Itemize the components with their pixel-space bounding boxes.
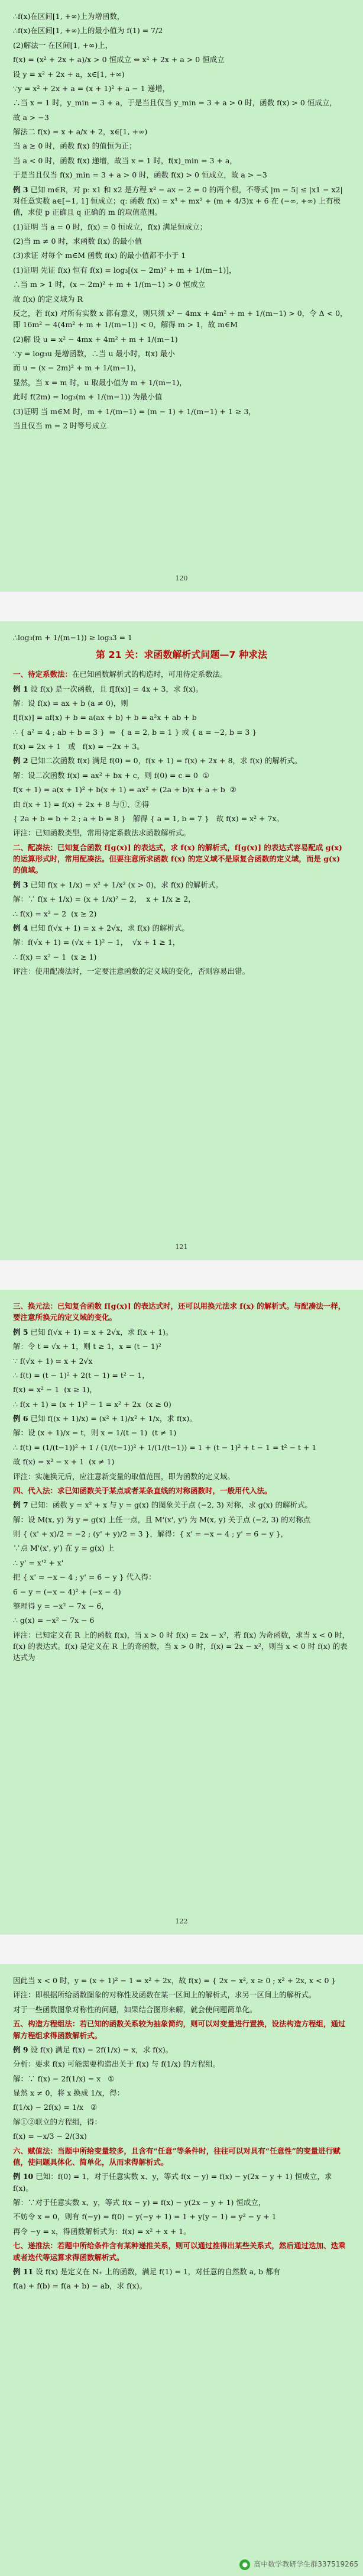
page-number: 122: [175, 1917, 188, 1925]
example-label: 例 3: [13, 880, 28, 889]
text-line: ∵y = x² + 2x + a = (x + 1)² + a − 1 递增，: [13, 83, 170, 93]
example-paragraph: [13, 922, 350, 934]
section-paragraph: [13, 842, 350, 876]
text-line: 于是当且仅当 f(x)_min = 3 + a > 0 时，函数 f(x) > 0 恒成立，故 a > −3: [13, 170, 267, 180]
example-label: 例 7: [13, 1500, 28, 1510]
example-paragraph: [13, 1326, 350, 1338]
text-line: ∴ f(t) = (t − 1)² + 2(t − 1) = t² − 1，: [13, 1370, 150, 1380]
text-line: (3)求证 对每个 m∈M 函数 f(x) 的最小值都不小于 1: [13, 251, 186, 260]
text-line: ∴ y' = x'² + x': [13, 1558, 64, 1567]
example-paragraph: [13, 2044, 350, 2055]
section-paragraph: [13, 1300, 350, 1323]
text-line: 故 f(x) 的定义域为 R: [13, 294, 83, 304]
example-label: 例 11: [13, 2267, 34, 2276]
text-line: 由 f(x + 1) = f(x) + 2x + 8 与①、②得: [13, 799, 150, 809]
text-line: f(x) = −x/3 − 2/(3x): [13, 2132, 87, 2141]
example-text: 已知 f(√x + 1) = x + 2√x，求 f(x) 的解析式。: [30, 923, 190, 932]
text-line: 解：设 (x + 1)/x = t，则 x = 1/(t − 1) (t ≠ 1): [13, 1428, 177, 1438]
text-line: (2)解 设 u = x² − 4mx + 4m² + m + 1/(m−1): [13, 334, 178, 344]
example-text: 已知 m∈R，对 p: x1 和 x2 是方程 x² − ax − 2 = 0 的两个根，不等式 |m − 5| ≤ |x1 − x2| 对任意实数 a∈[−1, 1] 恒成立；q: 函数 f(x) = x³ + mx² + (m + 4/3)x + 6 在 (−∞, +∞) 上有极值，求使 p 正确且 q 正确的 m 的取值范围。: [13, 185, 345, 217]
example-paragraph: [13, 1499, 350, 1510]
text-line: 而 u = (x − 2m)² + m + 1/(m−1)，: [13, 363, 141, 373]
section-paragraph: [13, 2145, 350, 2168]
watermark: [239, 2559, 358, 2570]
text-line: 当且仅当 m = 2 时等号成立: [13, 421, 107, 430]
chat-bubble-icon: ●: [239, 2559, 250, 2570]
section-label: 二、配凑法：: [13, 842, 58, 852]
example-label: 例 6: [13, 1414, 28, 1423]
text-line: 显然 x ≠ 0，将 x 换成 1/x，得：: [13, 2088, 125, 2097]
text-line: f(1/x) − 2f(x) = 1/x ②: [13, 2103, 98, 2112]
text-line: 评注：使用配凑法时，一定要注意函数的定义域的变化，否则容易出错。: [13, 967, 250, 976]
text-line: f(x) = 2x + 1 或 f(x) = −2x + 3。: [13, 742, 144, 751]
text-line: 当 a ≥ 0 时，函数 f(x) 的值恒为正；: [13, 141, 137, 151]
section-text: 已知复合函数 f[g(x)] 的表达式，求 f(x) 的解析式，f[g(x)] 的表达式容易配成 g(x) 的运算形式时，常用配凑法。但要注意所求函数 f(x) 的定义域不是原复合函数的定义域，而是 g(x) 的值域。: [13, 842, 345, 875]
text-line: 显然，当 x = m 时，u 取最小值为 m + 1/(m−1)，: [13, 377, 187, 387]
text-line: ∴当 m > 1 时，(x − 2m)² + m + 1/(m−1) > 0 恒成立: [13, 280, 205, 289]
text-line: 不妨令 x = 0，则有 f(−y) = f(0) − y(−y + 1) = 1 + y(y − 1) = y² − y + 1: [13, 2212, 277, 2222]
example-paragraph: [13, 1413, 350, 1424]
example-label: 例 9: [13, 2045, 28, 2054]
section-paragraph: [13, 669, 350, 680]
example-label: 例 1: [13, 684, 28, 693]
document-page-1: [0, 0, 363, 592]
text-line: (1)证明 当 a = 0 时，f(x) = 0 恒成立，f(x) 满足恒成立；: [13, 222, 208, 231]
text-line: 解：∵ f(x + 1/x) = (x + 1/x)² − 2， x + 1/x ≥ 2，: [13, 895, 196, 904]
text-line: (2)当 m ≠ 0 时，求函数 f(x) 的最小值: [13, 237, 142, 246]
section-text: 当题中所给变量较多，且含有“任意”等条件时，往往可以对具有“任意性”的变量进行赋值，使问题具体化、简单化，从而求得解析式。: [13, 2146, 341, 2167]
document-page-3: [0, 1290, 363, 1935]
example-text: 设 f(x) 满足 f(x) − 2f(1/x) = x，求 f(x)。: [30, 2045, 173, 2054]
text-line: { 2a + b = b + 2 ; a + b = 8 } 解得 { a = 1, b = 7 } 故 f(x) = x² + 7x。: [13, 814, 284, 823]
text-line: ∵点 M'(x', y') 在 y = g(x) 上: [13, 1544, 115, 1553]
example-paragraph: [13, 879, 350, 890]
text-line: ∴f(x)在区间[1, +∞)上为增函数，: [13, 12, 125, 21]
text-line: 评注：即根据所给函数图象的对称性及函数在某一区间上的解析式，求另一区间上的解析式。: [13, 1990, 316, 2000]
text-line: (3)证明 当 m∈M 时，m + 1/(m−1) = (m − 1) + 1/(m−1) + 1 ≥ 3，: [13, 406, 256, 416]
example-text: 已知：f(0) = 1，对于任意实数 x、y，等式 f(x − y) = f(x) − y(2x − y + 1) 恒成立，求 f(x)。: [13, 2172, 335, 2193]
text-line: f(x) = (x² + 2x + a)/x > 0 恒成立 ⇔ x² + 2x + a > 0 恒成立: [13, 55, 225, 64]
text-line: ∴ f(x + 1) = (x + 1)² − 1 = x² + 2x (x ≥ 0): [13, 1399, 171, 1409]
section-label: 一、待定系数法：: [13, 670, 73, 679]
text-line: 整理得 y = −x² − 7x − 6，: [13, 1601, 109, 1610]
example-paragraph: [13, 755, 350, 766]
page-gap: [0, 1260, 363, 1290]
text-line: 因此当 x < 0 时，y = (x + 1)² − 1 = x² + 2x，故 f(x) = { 2x − x², x ≥ 0 ; x² + 2x, x < 0 }: [13, 1976, 336, 1985]
example-text: 已知：函数 y = x² + x 与 y = g(x) 的图象关于点 (−2, 3) 对称，求 g(x) 的解析式。: [30, 1500, 313, 1510]
section-label: 三、换元法：: [13, 1302, 58, 1310]
example-label: 例 2: [13, 756, 28, 766]
text-line: f(x + 1) = a(x + 1)² + b(x + 1) = ax² + (2a + b)x + a + b ②: [13, 785, 236, 795]
text-line: 解：f(√x + 1) = (√x + 1)² − 1， √x + 1 ≥ 1，: [13, 938, 180, 947]
text-line: f(x) = x² − 1 (x ≥ 1)，: [13, 1385, 97, 1394]
section-label: 七、递推法：: [13, 2241, 58, 2251]
text-line: 分析：要求 f(x) 可能需要构造出关于 f(x) 与 f(1/x) 的方程组。: [13, 2059, 221, 2069]
section-label: 六、赋值法：: [13, 2146, 58, 2155]
text-line: 故 a > −3: [13, 112, 49, 122]
watermark-text: 高中数学教研学生群337519265: [254, 2560, 358, 2569]
text-line: 把 { x' = −x − 4 ; y' = 6 − y } 代入得：: [13, 1573, 156, 1582]
chapter-title: 第 21 关：求函数解析式问题—7 种求法: [95, 649, 268, 661]
text-line: 设 y = x² + 2x + a，x∈[1, +∞): [13, 69, 125, 79]
text-line: ∴log₃(m + 1/(m−1)) ≥ log₃3 = 1: [13, 633, 132, 642]
text-line: ∴ { a² = 4 ; ab + b = 3 } ⇒ { a = 2, b = 1 } 或 { a = −2, b = 3 }: [13, 727, 257, 737]
text-line: f(a) + f(b) = f(a + b) − ab，求 f(x)。: [13, 2281, 147, 2291]
text-line: ∴ g(x) = −x² − 7x − 6: [13, 1616, 95, 1625]
text-line: ∴当 x = 1 时，y_min = 3 + a，于是当且仅当 y_min = 3 + a > 0 时，函数 f(x) > 0 恒成立，: [13, 98, 337, 108]
section-paragraph: [13, 2018, 350, 2041]
example-paragraph: [13, 683, 350, 695]
example-paragraph: [13, 2171, 350, 2194]
text-line: 解：令 t = √x + 1，则 t ≥ 1，x = (t − 1)²: [13, 1342, 161, 1351]
document-page-2: [0, 621, 363, 1260]
text-line: 解：∵ f(x) − 2f(1/x) = x ①: [13, 2074, 115, 2083]
section-text: 在已知函数解析式的构造时，可用待定系数法。: [72, 670, 228, 679]
text-line: 解：设 f(x) = ax + b (a ≠ 0)，则: [13, 698, 128, 708]
example-label: 例 3: [13, 185, 28, 194]
text-line: 反之，若 f(x) 对所有实数 x 都有意义，则只须 x² − 4mx + 4m² + m + 1/(m−1) > 0，令 Δ < 0，即 16m² − 4(4m² + m + 1/(m−1)) < 0，解得 m > 1，故 m∈M: [13, 308, 348, 330]
example-label: 例 5: [13, 1327, 28, 1337]
example-label: 例 10: [13, 2172, 34, 2181]
example-text: 已知 f((x + 1)/x) = (x² + 1)/x² + 1/x，求 f(x)。: [30, 1414, 197, 1423]
text-line: ∴ f(x) = x² − 1 (x ≥ 1): [13, 952, 97, 961]
example-paragraph: [13, 184, 350, 218]
text-line: 当 a < 0 时，函数 f(x) 递增，故当 x = 1 时，f(x)_min = 3 + a，: [13, 156, 237, 165]
text-line: 对于一些函数图象对称性的问题，如果结合图形来解，就会使问题简单化。: [13, 2004, 257, 2014]
text-line: ∴ f(t) = (1/(t−1))² + 1 / (1/(t−1))² + 1/(1/(t−1)) = 1 + (t − 1)² + t − 1 = t² − t + 1: [13, 1442, 317, 1452]
text-line: ∴f(x)在区间[1, +∞)上的最小值为 f(1) = 7/2: [13, 26, 163, 35]
text-line: 此时 f(2m) = log₃(m + 1/(m−1)) 为最小值: [13, 392, 163, 402]
text-line: 6 − y = (−x − 4)² + (−x − 4): [13, 1587, 121, 1596]
section-text: 已知复合函数 f[g(x)] 的表达式时，还可以用换元法求 f(x) 的解析式。与配凑法一样，要注意所换元的定义域的变化。: [13, 1302, 346, 1322]
text-line: 解法二 f(x) = x + a/x + 2，x∈[1, +∞): [13, 127, 148, 136]
document-page-4: [0, 1964, 363, 2576]
example-label: 例 4: [13, 923, 28, 932]
example-text: 已知 f(x + 1/x) = x² + 1/x² (x > 0)，求 f(x) 的解析式。: [30, 880, 223, 889]
page-gap: [0, 592, 363, 621]
section-text: 求已知函数关于某点或者某条直线的对称函数时，一般用代入法。: [57, 1486, 272, 1495]
page-number: 120: [175, 574, 188, 582]
text-line: 解：设二次函数 f(x) = ax² + bx + c，则 f(0) = c = 0 ①: [13, 770, 209, 780]
text-line: 解：∵对于任意实数 x、y，等式 f(x − y) = f(x) − y(2x − y + 1) 恒成立，: [13, 2198, 266, 2207]
example-text: 已知 f(√x + 1) = x + 2√x，求 f(x + 1)。: [30, 1327, 173, 1337]
text-line: (1)证明 先证 f(x) 恒有 f(x) = log₃[(x − 2m)² + m + 1/(m−1)]，: [13, 265, 236, 275]
text-line: 评注：已知定义在 R 上的函数 f(x)，当 x > 0 时 f(x) = 2x − x²，若 f(x) 为奇函数，求当 x < 0 时，f(x) 的表达式。f(x) 是定义在 R 上的奇函数，当 x > 0 时，f(x) = 2x − x²，则当 x < 0 时 f(x) 的表达式为: [13, 1630, 350, 1663]
section-label: 五、构造方程组法：: [13, 2019, 80, 2029]
text-line: ∴ f(x) = x² − 2 (x ≥ 2): [13, 909, 97, 918]
section-paragraph: [13, 1485, 350, 1496]
text-line: 解：设 M(x, y) 为 y = g(x) 上任一点，且 M'(x', y') 为 M(x, y) 关于点 (−2, 3) 的对称点: [13, 1515, 311, 1524]
page-number: 121: [175, 1242, 188, 1251]
text-line: 则 { (x' + x)/2 = −2 ; (y' + y)/2 = 3 }，解得：{ x' = −x − 4 ; y' = 6 − y }，: [13, 1529, 289, 1538]
section-paragraph: [13, 2240, 350, 2263]
example-text: 设 f(x) 是定义在 N₊ 上的函数，满足 f(1) = 1，对任意的自然数 a, b 都有: [35, 2267, 281, 2276]
text-line: 评注：实施换元后，应注意新变量的取值范围，即为函数的定义域。: [13, 1471, 235, 1481]
example-paragraph: [13, 2266, 350, 2277]
text-line: (2)解法一 在区间[1, +∞)上，: [13, 40, 113, 50]
example-text: 已知二次函数 f(x) 满足 f(0) = 0，f(x + 1) = f(x) + 2x + 8，求 f(x) 的解析式。: [30, 756, 302, 766]
text-line: f[f(x)] = af(x) + b = a(ax + b) + b = a²x + ab + b: [13, 713, 197, 722]
section-label: 四、代入法：: [13, 1486, 58, 1495]
text-line: 评注：已知函数类型，常用待定系数法求函数解析式。: [13, 828, 191, 838]
text-line: ∵ f(√x + 1) = x + 2√x: [13, 1356, 93, 1366]
text-line: ∵y = log₃u 是增函数，∴当 u 最小时，f(x) 最小: [13, 349, 175, 358]
text-line: 再令 −y = x，得函数解析式为：f(x) = x² + x + 1。: [13, 2226, 191, 2236]
text-line: 解①②联立的方程组，得：: [13, 2117, 102, 2126]
page-gap: [0, 1935, 363, 1964]
section-text: 若题中所给条件含有某种递推关系，则可以通过推得出某些关系式，然后通过迭加、迭乘或者迭代等运算求得函数解析式。: [13, 2241, 346, 2262]
example-text: 设 f(x) 是一次函数，且 f[f(x)] = 4x + 3，求 f(x)。: [30, 684, 203, 693]
section-text: 若已知的函数关系较为抽象简约，则可以对变量进行置换，设法构造方程组，通过解方程组求得函数解析式。: [13, 2019, 346, 2040]
text-line: 故 f(x) = x² − x + 1 (x ≠ 1): [13, 1457, 115, 1467]
